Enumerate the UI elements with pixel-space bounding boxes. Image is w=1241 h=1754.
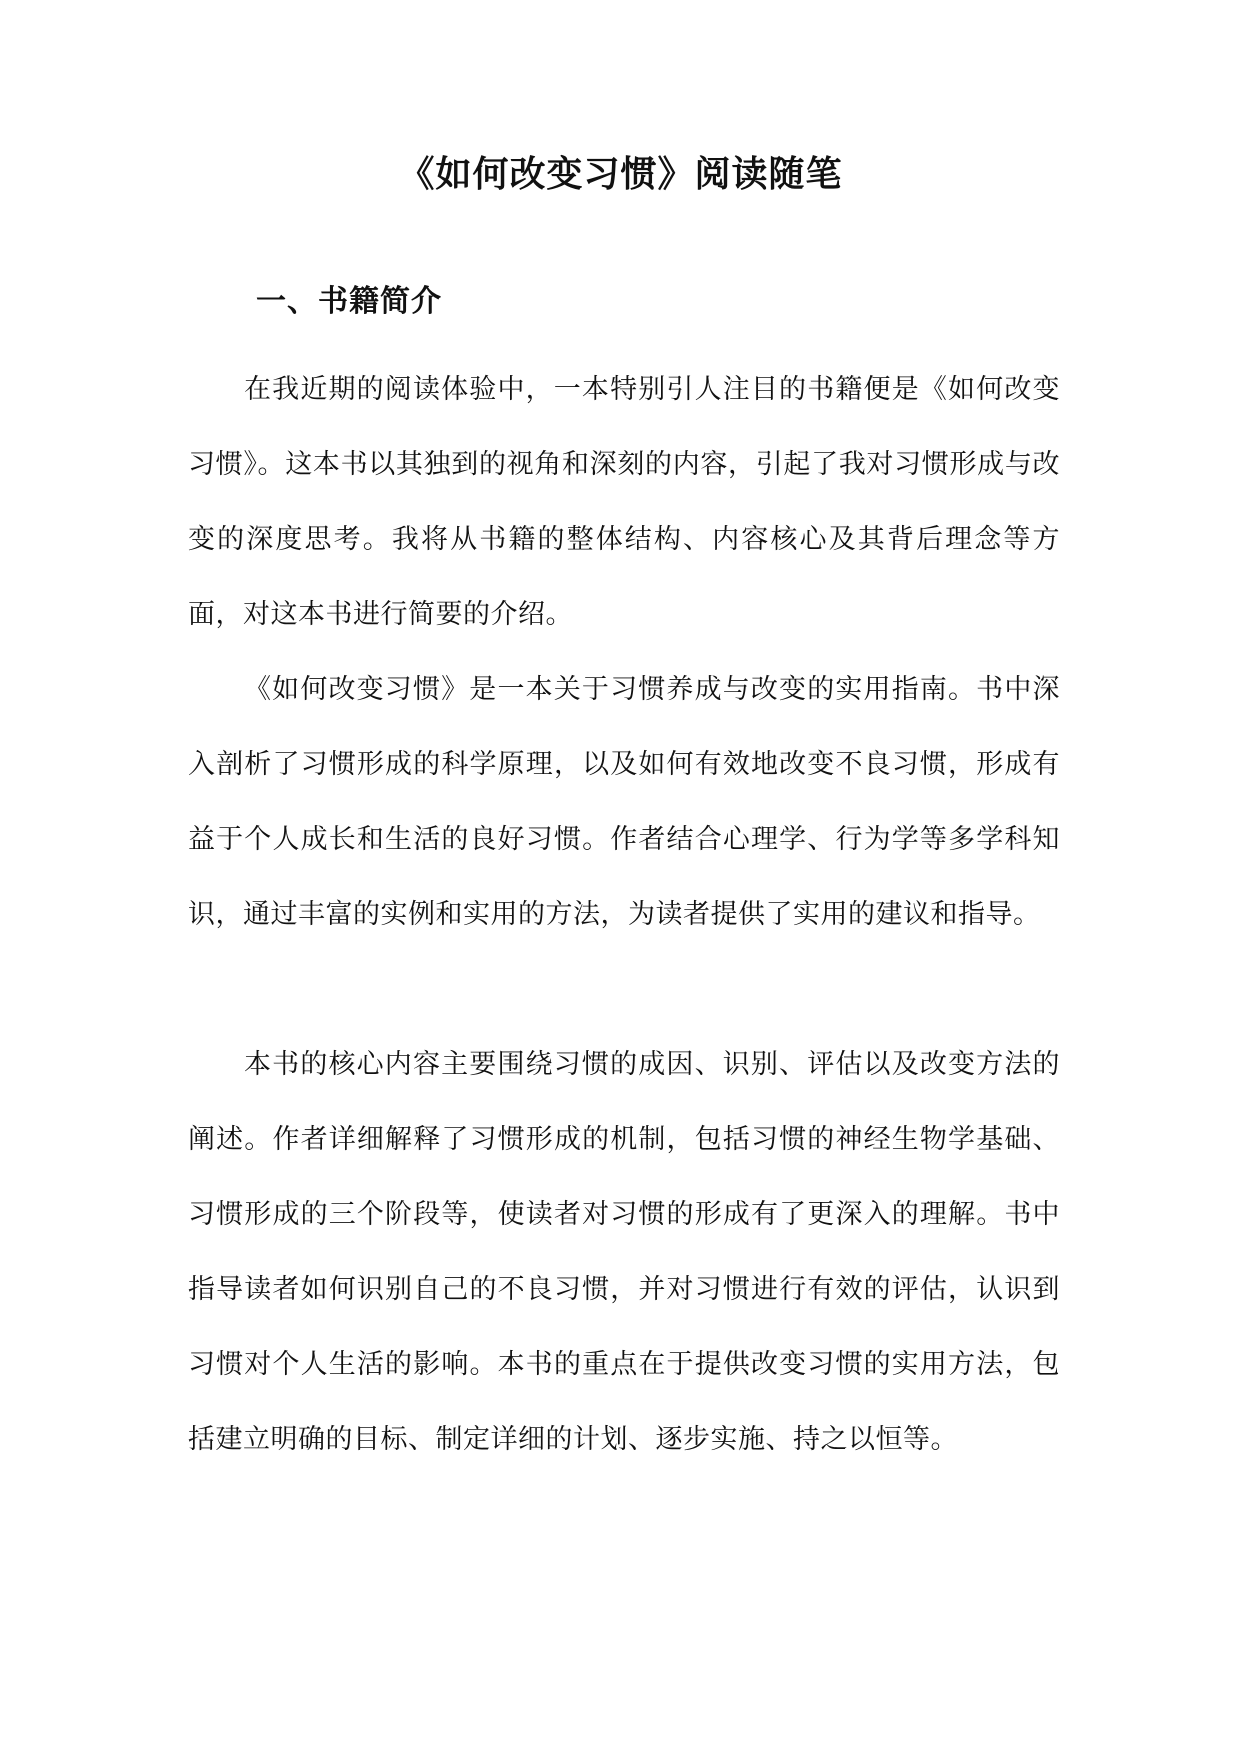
body-paragraph: 本书的核心内容主要围绕习惯的成因、识别、评估以及改变方法的阐述。作者详细解释了习惯形成的机制，包括习惯的神经生物学基础、习惯形成的三个阶段等，使读者对习惯的形成有了更深入的理解。书中指导读者如何识别自己的不良习惯，并对习惯进行有效的评估，认识到习惯对个人生活的影响。本书的重点在于提供改变习惯的实用方法，包括建立明确的目标、制定详细的计划、逐步实施、持之以恒等。 <box>188 1049 1060 1455</box>
body-paragraph: 在我近期的阅读体验中，一本特别引人注目的书籍便是《如何改变习惯》。这本书以其独到的视角和深刻的内容，引起了我对习惯形成与改变的深度思考。我将从书籍的整体结构、内容核心及其背后理念等方面，对这本书进行简要的介绍。 <box>188 374 1060 630</box>
body-paragraph: 《如何改变习惯》是一本关于习惯养成与改变的实用指南。书中深入剖析了习惯形成的科学原理，以及如何有效地改变不良习惯，形成有益于个人成长和生活的良好习惯。作者结合心理学、行为学等多学科知识，通过丰富的实例和实用的方法，为读者提供了实用的建议和指导。 <box>188 674 1060 930</box>
section-heading: 一、书籍简介 <box>256 284 442 319</box>
document-title: 《如何改变习惯》阅读随笔 <box>398 153 843 195</box>
